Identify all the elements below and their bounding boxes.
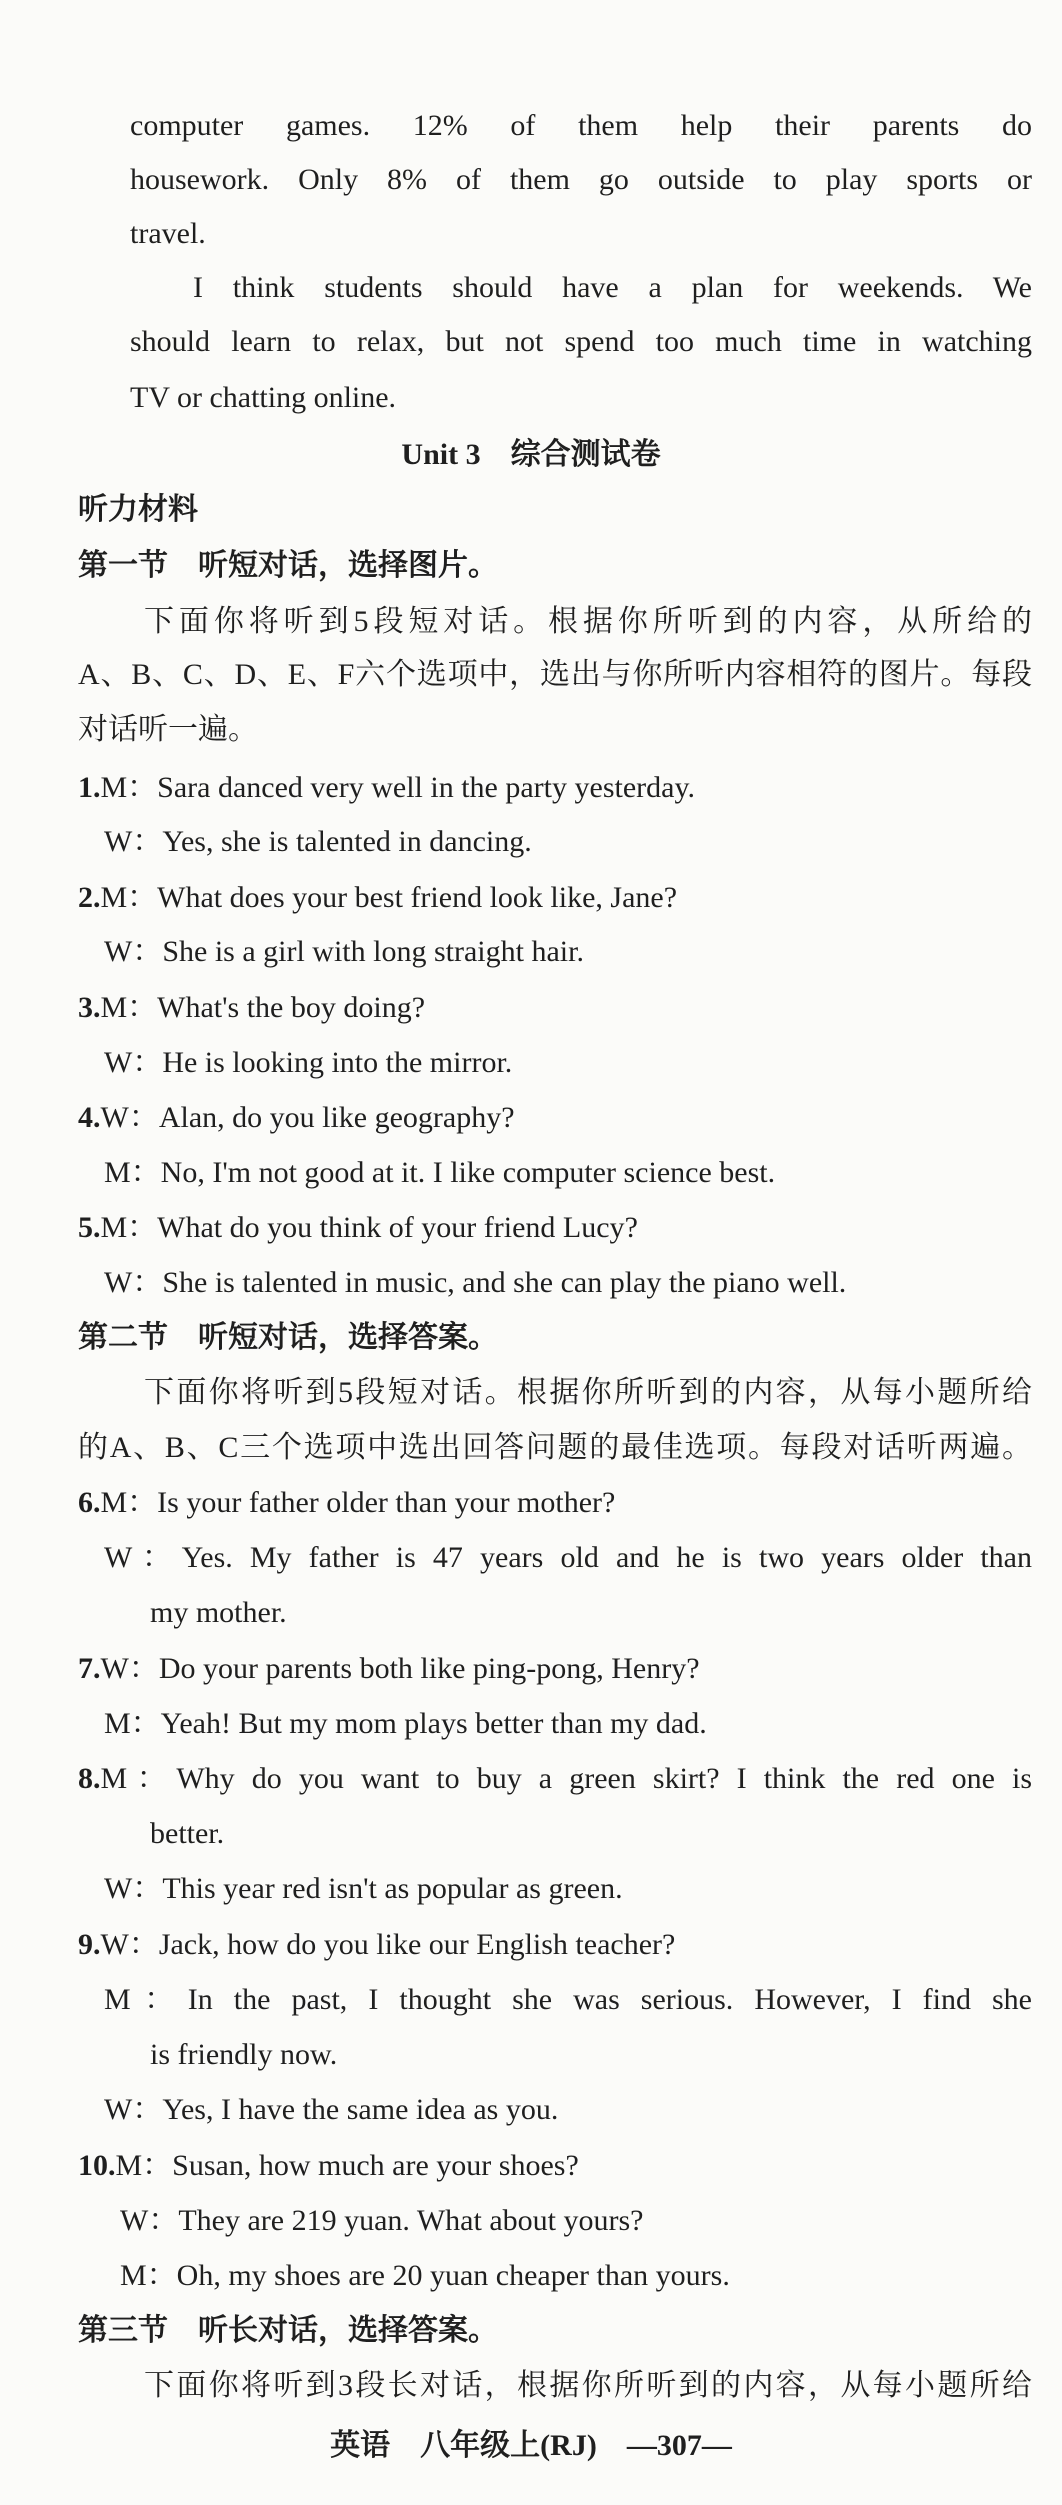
dialogue-line: M：In the past, I thought she was serious. However, I find she	[104, 1983, 1032, 2016]
instruction-line: 下面你将听到3段长对话，根据你所听到的内容，从每小题所给	[144, 2369, 1032, 2402]
dialogue-line: M：What's the boy doing?	[100, 991, 426, 1024]
dialogue-line: M：Sara danced very well in the party yesterday.	[100, 771, 696, 804]
page-footer: 英语 八年级上(RJ) —307—	[330, 2429, 732, 2462]
dialogue-line: is friendly now.	[150, 2038, 338, 2071]
dialogue-2	[78, 878, 1062, 918]
section-title: 第一节 听短对话，选择图片。	[78, 549, 498, 582]
instruction-line: 下面你将听到5段短对话。根据你所听到的内容，从每小题所给	[144, 1376, 1032, 1409]
dialogue-number: 9.	[78, 1928, 101, 1961]
dialogue-line: M：Why do you want to buy a green skirt? I think the red one is	[100, 1762, 1032, 1795]
section-heading: 听力材料	[78, 493, 198, 526]
dialogue-10	[78, 2146, 1062, 2186]
dialogue-line: W：This year red isn't as popular as green.	[104, 1872, 623, 1905]
dialogue-line: W：Do your parents both like ping-pong, Henry?	[100, 1652, 700, 1685]
instruction-line: 下面你将听到5段短对话。根据你所听到的内容，从所给的	[144, 605, 1032, 638]
dialogue-number: 2.	[78, 881, 101, 914]
unit-title: Unit 3 综合测试卷	[401, 438, 661, 471]
dialogue-line: W：Yes. My father is 47 years old and he is two years older than	[104, 1541, 1032, 1574]
section-title: 第二节 听短对话，选择答案。	[78, 1321, 498, 1354]
dialogue-line: M：What do you think of your friend Lucy?	[100, 1211, 638, 1244]
dialogue-line: M：No, I'm not good at it. I like computer science best.	[104, 1156, 776, 1189]
dialogue-number: 10.	[78, 2149, 116, 2182]
dialogue-line: M：Yeah! But my mom plays better than my dad.	[104, 1707, 707, 1740]
dialogue-line: M：What does your best friend look like, Jane?	[100, 881, 678, 914]
dialogue-6	[78, 1483, 1062, 1523]
dialogue-line: W：She is talented in music, and she can play the piano well.	[104, 1266, 847, 1299]
dialogue-line: M：Is your father older than your mother?	[100, 1486, 616, 1519]
dialogue-number: 3.	[78, 991, 101, 1024]
dialogue-line: W：Yes, I have the same idea as you.	[104, 2093, 559, 2126]
essay-line: should learn to relax, but not spend too much time in watching	[130, 325, 1032, 358]
dialogue-line: W：Yes, she is talented in dancing.	[104, 825, 532, 858]
dialogue-number: 1.	[78, 771, 101, 804]
dialogue-line: W：They are 219 yuan. What about yours?	[120, 2204, 644, 2237]
dialogue-3	[78, 988, 1062, 1028]
instruction-line: A、B、C、D、E、F六个选项中，选出与你所听内容相符的图片。每段	[78, 658, 1032, 691]
instruction-line: 的A、B、C三个选项中选出回答问题的最佳选项。每段对话听两遍。	[78, 1431, 1032, 1464]
dialogue-5	[78, 1208, 1062, 1248]
dialogue-line: my mother.	[150, 1596, 287, 1629]
dialogue-number: 8.	[78, 1762, 101, 1795]
dialogue-line: W：Alan, do you like geography?	[100, 1101, 515, 1134]
dialogue-line: M：Susan, how much are your shoes?	[115, 2149, 579, 2182]
dialogue-9	[78, 1925, 1062, 1965]
essay-line: computer games. 12% of them help their parents do	[130, 109, 1032, 142]
dialogue-line: better.	[150, 1817, 225, 1850]
essay-line: housework. Only 8% of them go outside to play sports or	[130, 163, 1032, 196]
instruction-line: 对话听一遍。	[78, 713, 258, 746]
dialogue-8	[78, 1759, 1032, 1799]
dialogue-line: W：Jack, how do you like our English teacher?	[100, 1928, 676, 1961]
essay-line: TV or chatting online.	[130, 381, 397, 414]
dialogue-line: W：He is looking into the mirror.	[104, 1046, 513, 1079]
dialogue-7	[78, 1649, 1062, 1689]
essay-line: travel.	[130, 217, 206, 250]
dialogue-number: 5.	[78, 1211, 101, 1244]
dialogue-number: 7.	[78, 1652, 101, 1685]
dialogue-line: M：Oh, my shoes are 20 yuan cheaper than yours.	[120, 2259, 730, 2292]
section-title: 第三节 听长对话，选择答案。	[78, 2314, 498, 2347]
essay-line: I think students should have a plan for weekends. We	[193, 271, 1032, 304]
dialogue-1	[78, 768, 1062, 808]
dialogue-number: 4.	[78, 1101, 101, 1134]
dialogue-number: 6.	[78, 1486, 101, 1519]
dialogue-4	[78, 1098, 1062, 1138]
dialogue-line: W：She is a girl with long straight hair.	[104, 935, 584, 968]
